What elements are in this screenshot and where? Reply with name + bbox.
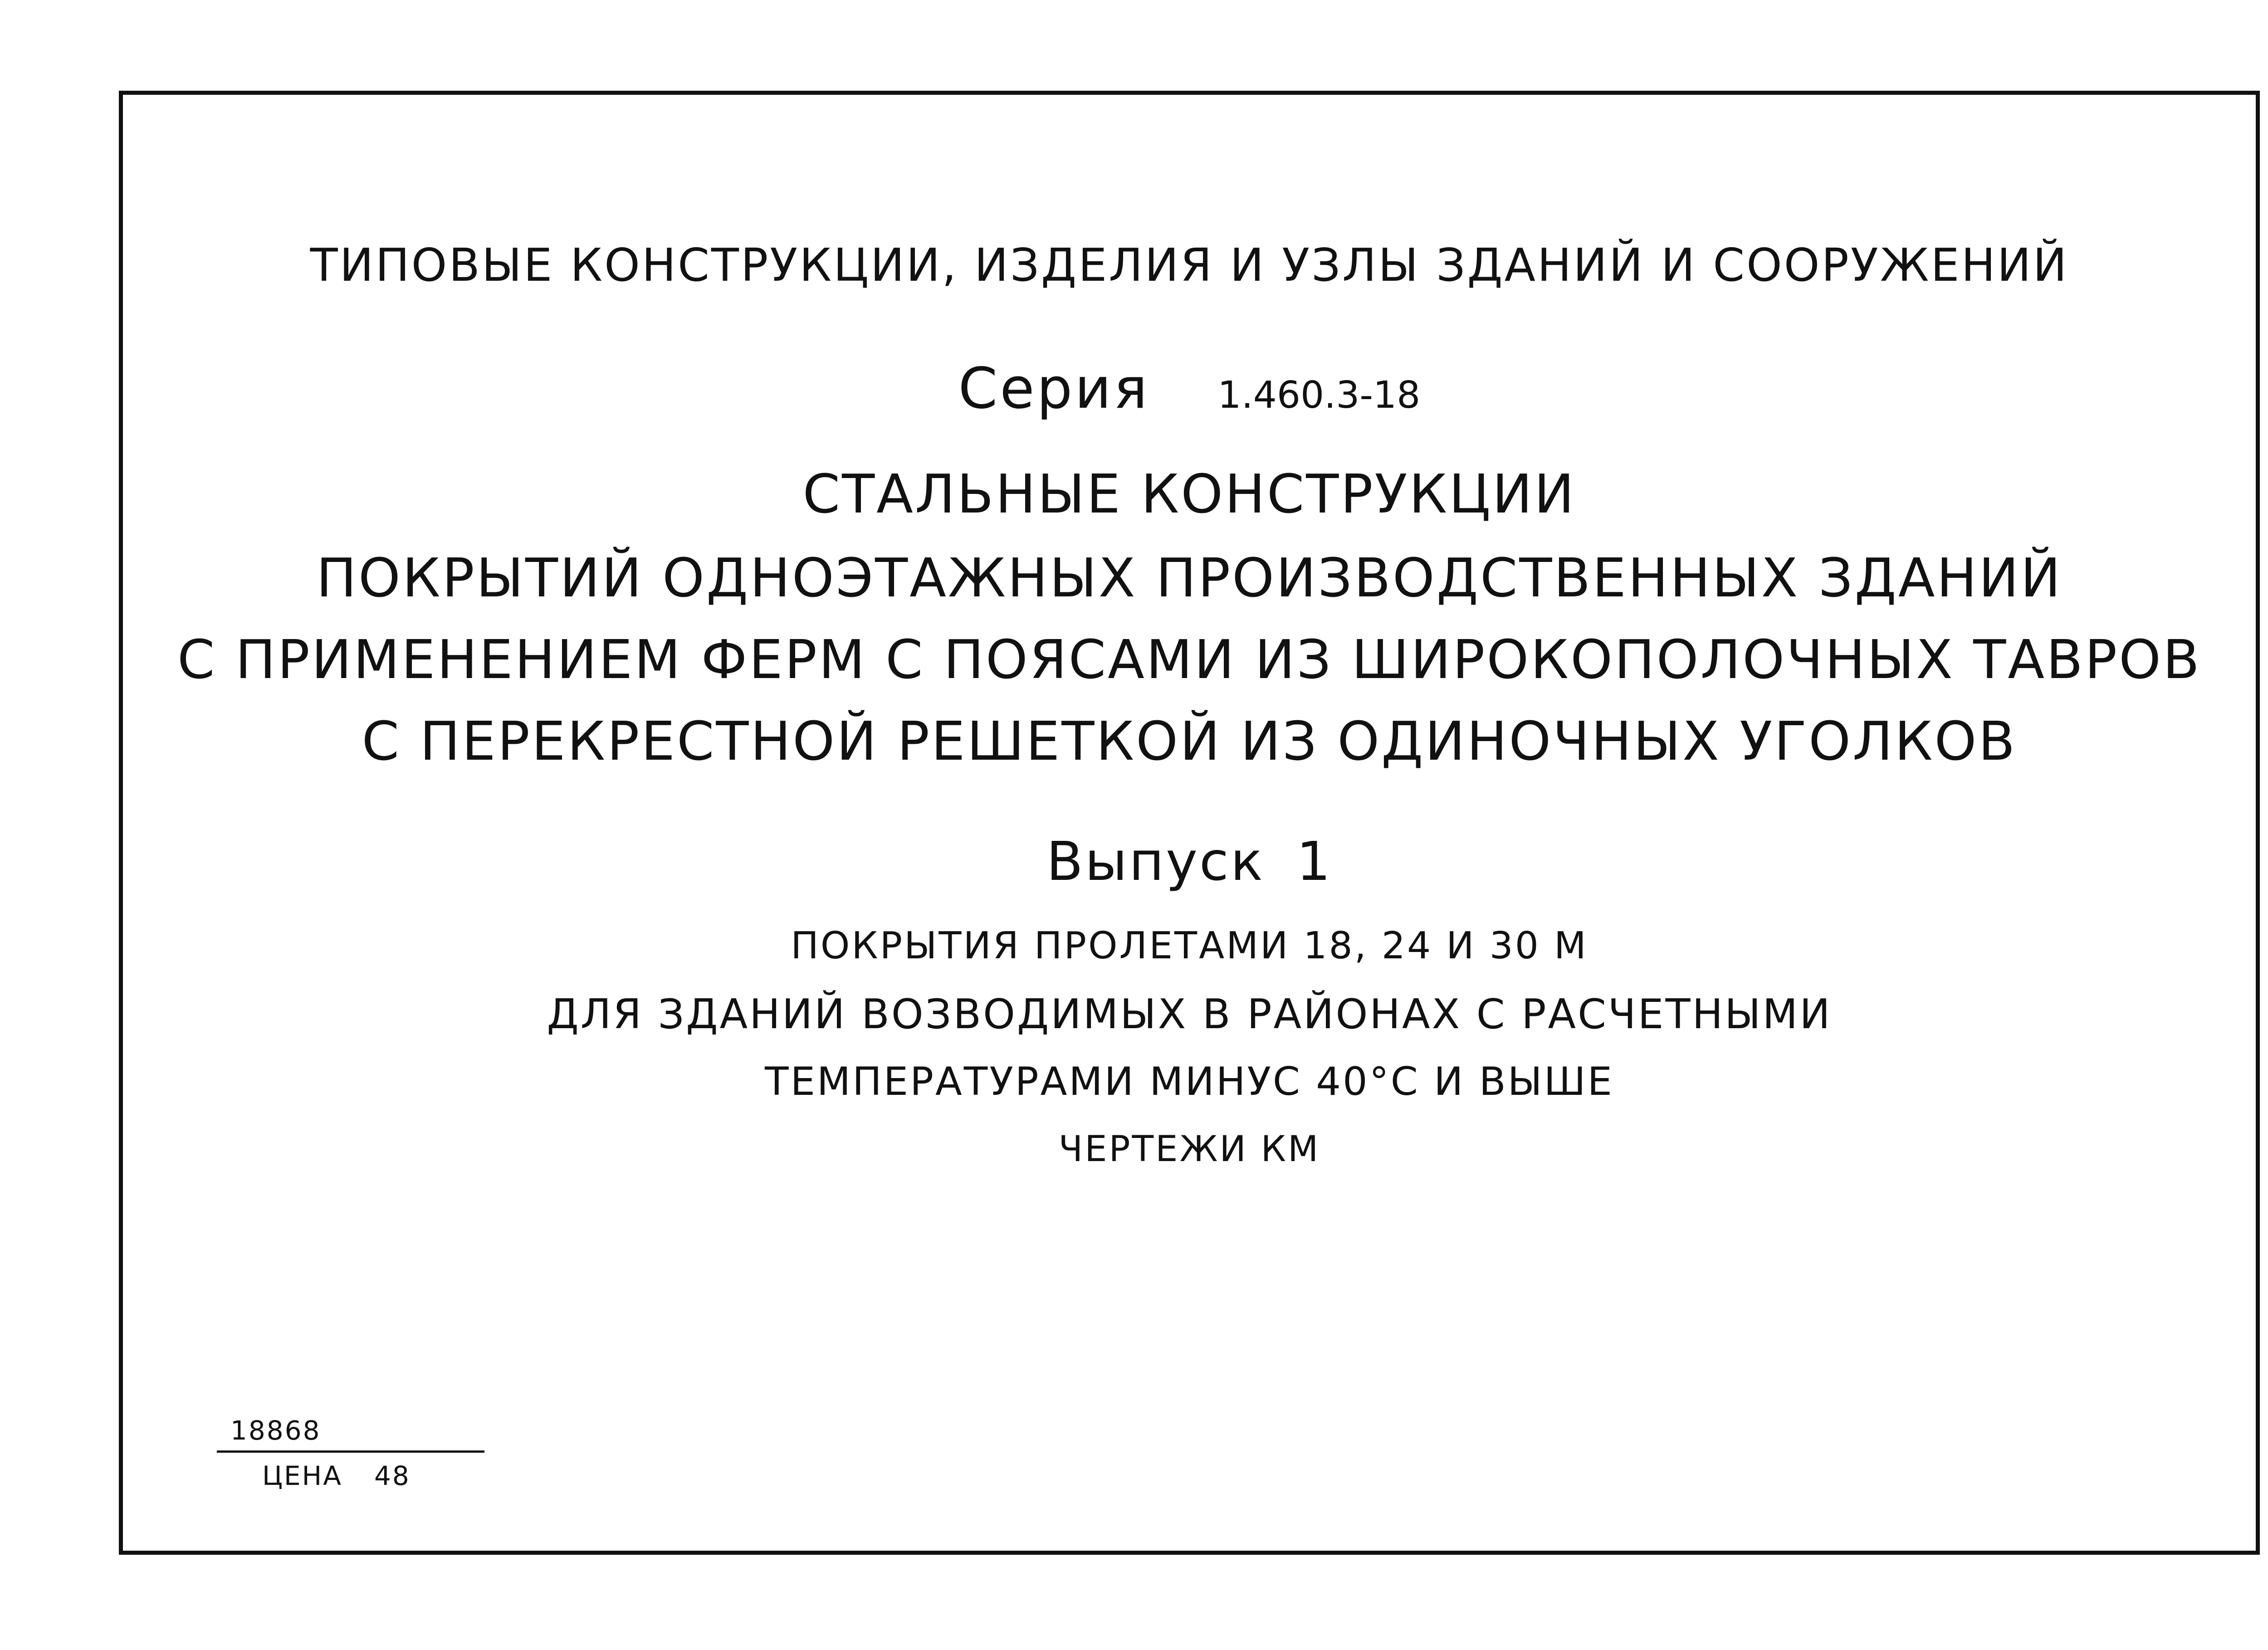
stamp-divider bbox=[217, 1450, 484, 1453]
series-line bbox=[119, 356, 2260, 421]
issue-subtitle-3: ТЕМПЕРАТУРАМИ МИНУС 40°С И ВЫШЕ bbox=[765, 1059, 1614, 1104]
issue-line bbox=[119, 830, 2260, 893]
issue-subtitle-4: ЧЕРТЕЖИ КМ bbox=[1058, 1129, 1320, 1170]
title-line-1: СТАЛЬНЫЕ КОНСТРУКЦИИ bbox=[802, 463, 1576, 525]
series-number: 1.460.3-18 bbox=[1217, 374, 1421, 417]
title-line-4: С ПЕРЕКРЕСТНОЙ РЕШЕТКОЙ ИЗ ОДИНОЧНЫХ УГОЛКОВ bbox=[362, 710, 2017, 772]
sheet-frame bbox=[119, 91, 2260, 1555]
price-value: 48 bbox=[374, 1460, 411, 1491]
price-stamp bbox=[217, 1460, 534, 1491]
series-title: ТИПОВЫЕ КОНСТРУКЦИИ, ИЗДЕЛИЯ И УЗЛЫ ЗДАНИЙ И СООРУЖЕНИЙ bbox=[310, 239, 2069, 292]
title-line-2: ПОКРЫТИЙ ОДНОЭТАЖНЫХ ПРОИЗВОДСТВЕННЫХ ЗДАНИЙ bbox=[316, 547, 2063, 609]
series-word: Серия bbox=[958, 356, 1150, 421]
price-label: ЦЕНА bbox=[262, 1460, 342, 1491]
issue-number: 1 bbox=[1296, 830, 1333, 893]
issue-subtitle-2: ДЛЯ ЗДАНИЙ ВОЗВОДИМЫХ В РАЙОНАХ С РАСЧЕТНЫМИ bbox=[547, 991, 1832, 1038]
issue-word: Выпуск bbox=[1046, 830, 1265, 893]
issue-subtitle-1: ПОКРЫТИЯ ПРОЛЕТАМИ 18, 24 И 30 М bbox=[791, 924, 1588, 967]
inventory-number: 18868 bbox=[230, 1415, 321, 1446]
title-line-3: С ПРИМЕНЕНИЕМ ФЕРМ С ПОЯСАМИ ИЗ ШИРОКОПОЛОЧНЫХ ТАВРОВ bbox=[177, 628, 2202, 691]
